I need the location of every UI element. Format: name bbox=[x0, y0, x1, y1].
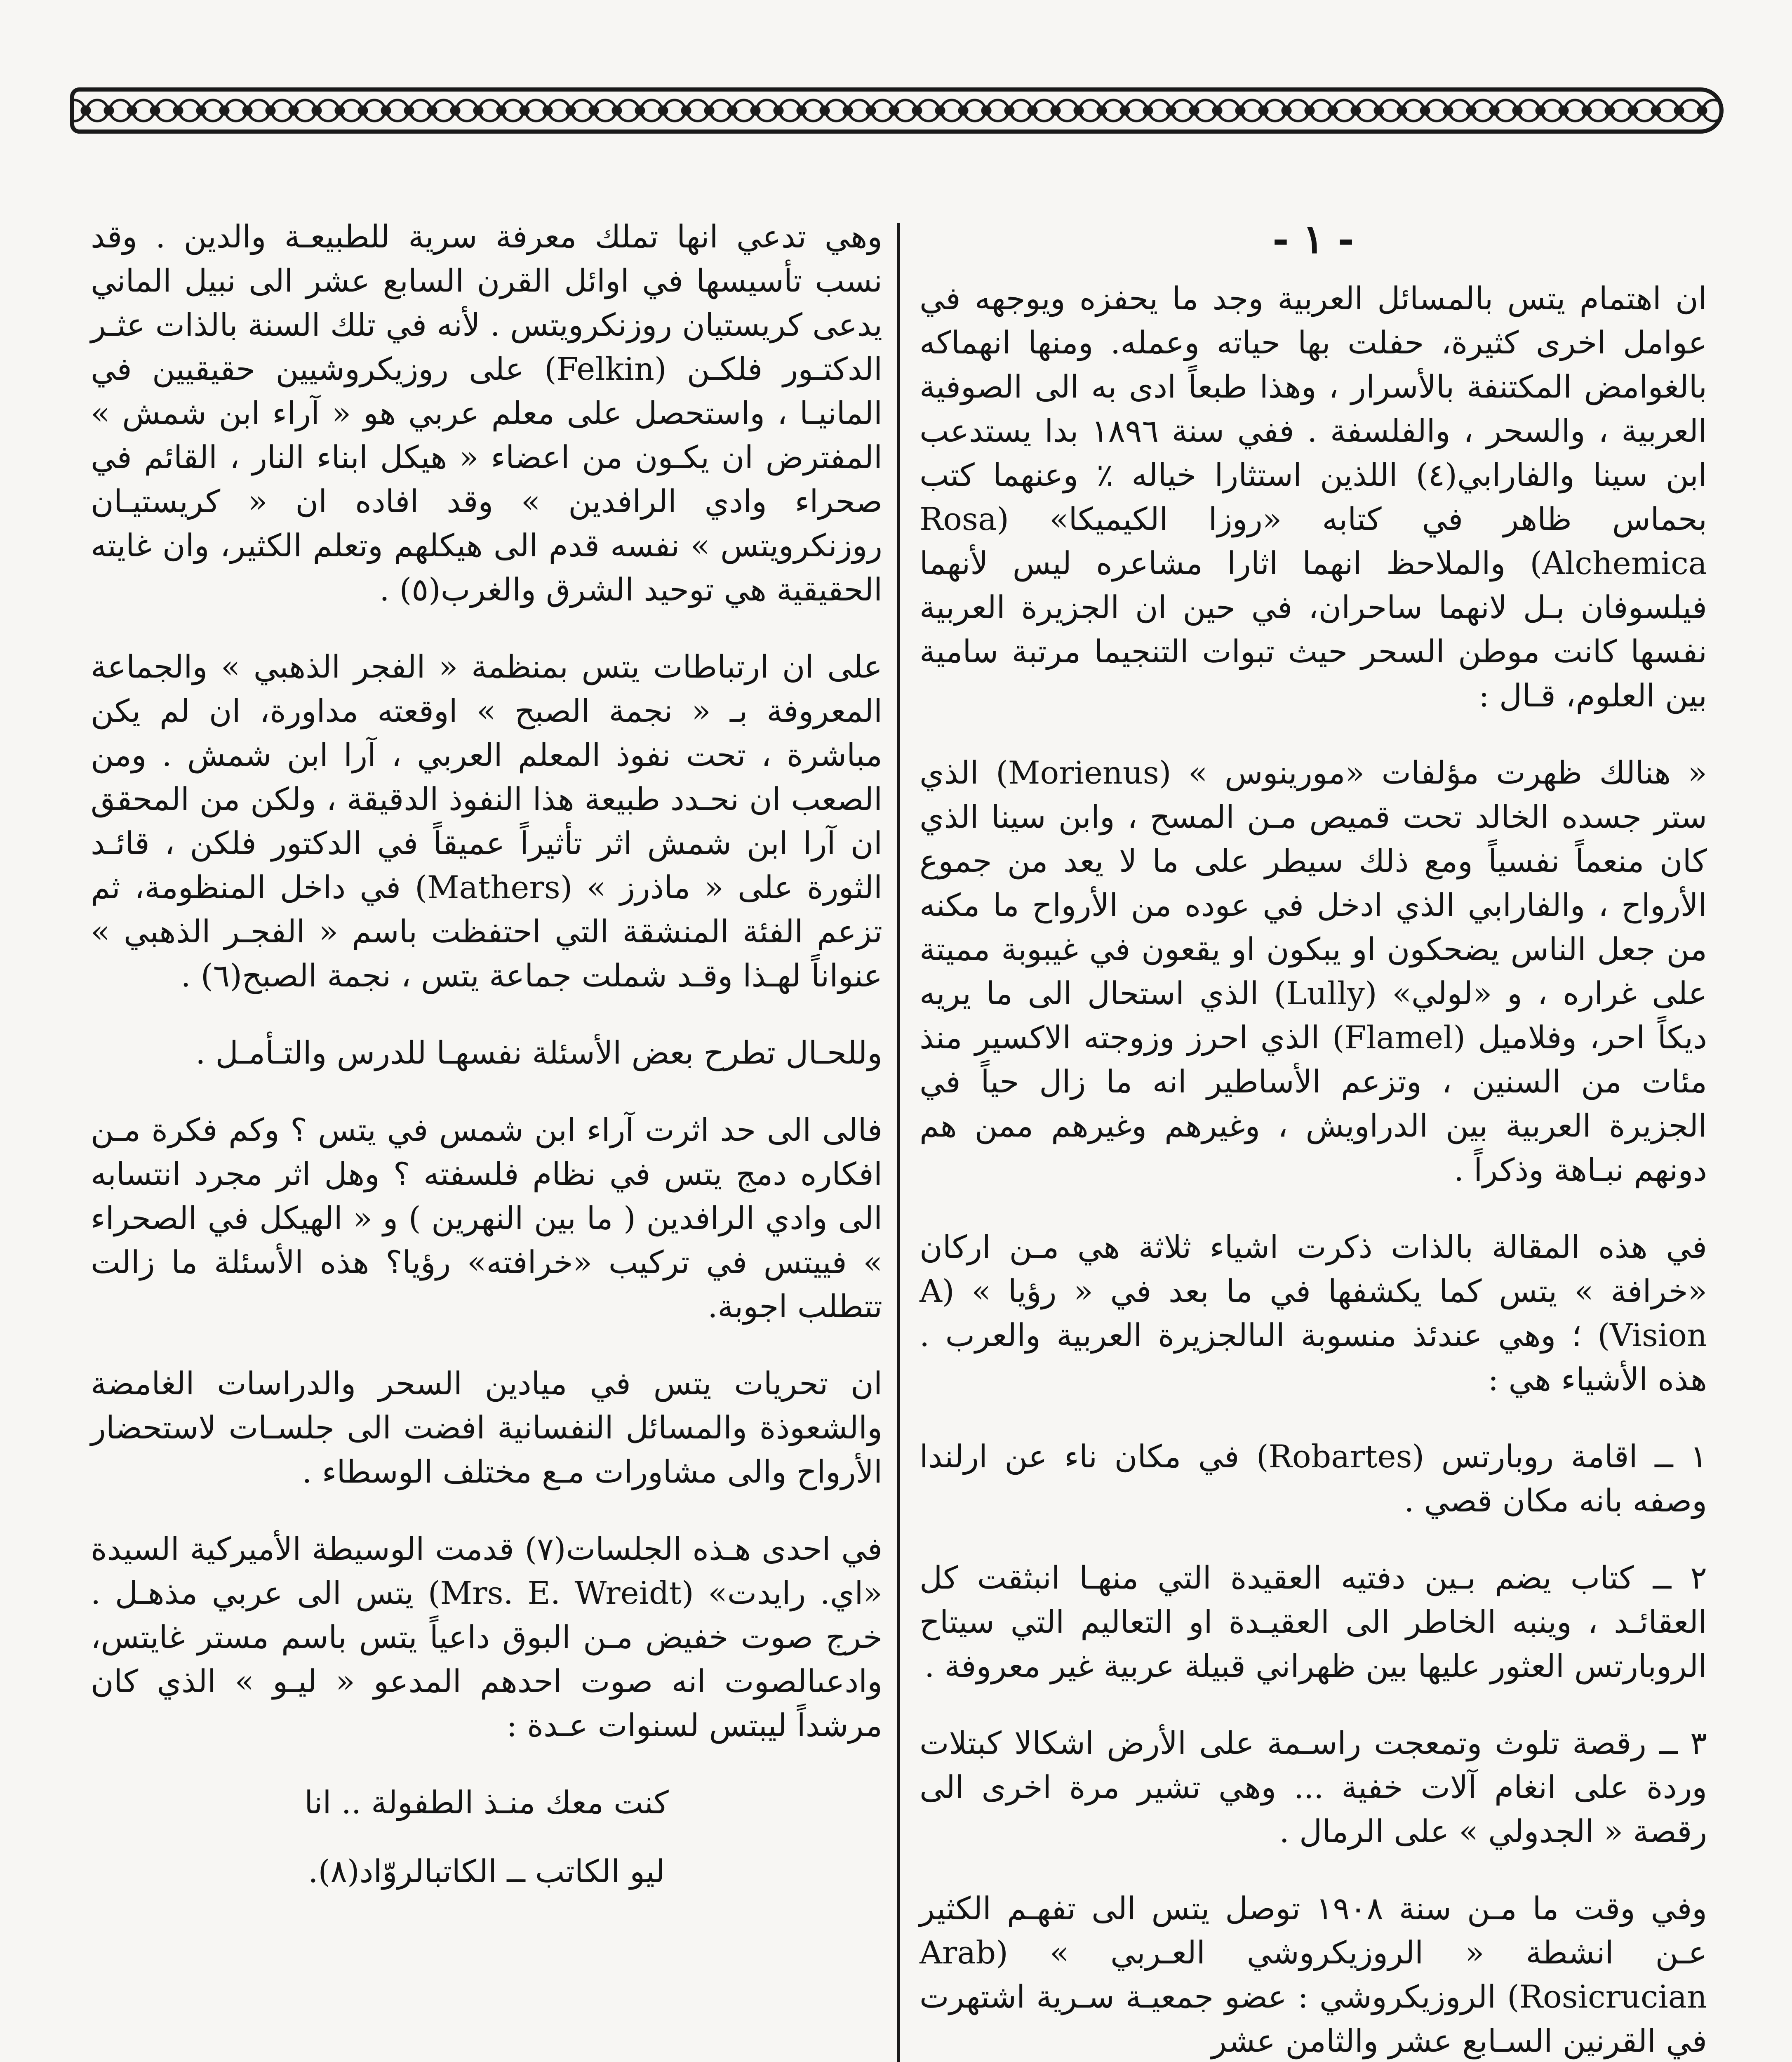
paragraph: في هذه المقالة بالذات ذكرت اشياء ثلاثة هي مـن اركان «خرافة » يتس كما يكشفها في ما بعد في « رؤيا » (A Vision) ؛ وهي عندئذ منسوبة الىالجزيرة العربية والعرب . هذه الأشياء هي : bbox=[920, 1229, 1707, 1398]
quote-line: ليو الكاتب ــ الكاتبالروّاد(٨). bbox=[308, 1853, 665, 1890]
list-item: ٣ ــ رقصة تلوث وتمعجت راسـمة على الأرض اشكالا كبتلات وردة على انغام آلات خفية ... وهي تشير مرة اخرى الى رقصة « الجدولي » على الرمال . bbox=[920, 1725, 1707, 1850]
paragraph: على ان ارتباطات يتس بمنظمة « الفجر الذهبي » والجماعة المعروفة بـ « نجمة الصبح » اوقعته مداورة، ان لم يكن مباشرة ، تحت نفوذ المعلم العربي ، آرا ابن شمش . ومن الصعب ان نحـدد طبيعة هذا النفوذ الدقيقة ، ولكن من المحقق ان آرا ابن شمش اثر تأثيراً عميقاً في الدكتور فلكن ، قائـد الثورة على « ماذرز » (Mathers) في داخل المنظومة، ثم تزعم الفئة المنشقة التي احتفظت باسم « الفجـر الذهبي » عنواناً لهـذا وقـد شملت جماعة يتس ، نجمة الصبح(٦) . bbox=[91, 648, 882, 994]
list-item: ١ ــ اقامة روبارتس (Robartes) في مكان ناء عن ارلندا وصفه بانه مكان قصي . bbox=[920, 1438, 1707, 1519]
top-ornamental-border bbox=[70, 87, 1724, 134]
paragraph: فالى الى حد اثرت آراء ابن شمس في يتس ؟ وكم فكرة مـن افكاره دمج يتس في نظام فلسفته ؟ وهل اثر مجرد انتسابه الى وادي الرافدين ( ما بين النهرين ) و « الهيكل في الصحراء » فييتس في تركيب «خرافته» رؤيا؟ هذه الأسئلة ما زالت تتطلب اجوبة. bbox=[91, 1111, 882, 1325]
list-item: ٢ ــ كتاب يضم بـين دفتيه العقيدة التي منهـا انبثقت كل العقائـد ، وينبه الخاطر الى العقيـدة او التعاليم التي سيتاح الروبارتس العثور عليها بين ظهراني قبيلة عربية غير معروفة . bbox=[920, 1559, 1707, 1684]
paragraph: ان اهتمام يتس بالمسائل العربية وجد ما يحفزه ويوجهه في عوامل اخرى كثيرة، حفلت بها حياته وعمله. ومنها انهماكه بالغوامض المكتنفة بالأسرار ، وهذا طبعاً ادى به الى الصوفية العربية ، والسحر ، والفلسفة . ففي سنة ١٨٩٦ بدا يستدعب ابن سينا والفارابي(٤) اللذين استثارا خياله ٪ وعنهما كتب بحماس ظاهر في كتابه «روزا الكيميكا» (Rosa Alchemica) والملاحظ انهما اثارا مشاعره ليس لأنهما فيلسوفان بـل لانهما ساحران، في حين ان الجزيرة العربية نفسها كانت موطن السحر حيث تبوات التنجيما مرتبة سامية بين العلوم، قـال : bbox=[920, 280, 1707, 714]
paragraph: « هنالك ظهرت مؤلفات «مورينوس » (Morienus) الذي ستر جسده الخالد تحت قميص مـن المسح ، وابن سينا الذي كان منعماً نفسياً ومع ذلك سيطر على ما لا يعد من جموع الأرواح ، والفارابي الذي ادخل في عوده من الأرواح ما مكنه من جعل الناس يضحكون او يبكون او يقعون في غيبوبة مميتة على غراره ، و «لولي» (Lully) الذي استحال الى ما يريه ديكاً احر، وفلاميل (Flamel) الذي احرز وزوجته الاكسير منذ مئات من السنين ، وتزعم الأساطير انه ما زال حياً في الجزيرة العربية بين الدراويش ، وغيرهم وغيرهم ممن هم دونهم نبـاهة وذكراً . bbox=[920, 754, 1707, 1188]
paragraph: في احدى هـذه الجلسات(٧) قدمت الوسيطة الأميركية السيدة «اي. رايدت» (Mrs. E. Wreidt) يتس الى عربي مذهـل . خرج صوت خفيض مـن البوق داعياً يتس باسم مستر غايتس، وادعىالصوت انه صوت احدهم المدعو « ليـو » الذي كان مرشداً ليبتس لسنوات عـدة : bbox=[91, 1530, 882, 1744]
left-column bbox=[91, 214, 882, 1918]
quote-line: كنت معك منـذ الطفولة .. انا bbox=[304, 1784, 669, 1821]
column-divider bbox=[897, 223, 900, 2062]
paragraph: وفي وقت ما مـن سنة ١٩٠٨ توصل يتس الى تفهـم الكثير عـن انشطة « الروزيكروشي العـربي » (Arab Rosicrucian) الروزيكروشي : عضو جمعيـة سـرية اشتهرت في القرنين السـابع عشر والثامن عشر bbox=[920, 1890, 1707, 2059]
right-column bbox=[920, 214, 1707, 2062]
paragraph: ان تحريات يتس في ميادين السحر والدراسات الغامضة والشعوذة والمسائل النفسانية افضت الى جلسـات لاستحضار الأرواح والى مشاورات مـع مختلف الوسطاء . bbox=[91, 1365, 882, 1490]
section-number: - ١ - bbox=[1272, 216, 1355, 262]
paragraph: وللحـال تطرح بعض الأسئلة نفسهـا للدرس والتـأمـل . bbox=[195, 1034, 882, 1071]
paragraph: وهي تدعي انها تملك معرفة سرية للطبيعـة والدين . وقد نسب تأسيسها في اوائل القرن السابع عشر الى نبيل الماني يدعى كريستيان روزنكرويتس . لأنه في تلك السنة بالذات عثـر الدكتـور فلكـن (Felkin) على روزيكروشيين حقيقيين في المانيـا ، واستحصل على معلم عربي هو « آراء ابن شمش » المفترض ان يكـون من اعضاء « هيكل ابناء النار ، القائم في صحراء وادي الرافدين » وقد افاده ان « كريستيـان روزنكرويتس » نفسه قدم الى هيكلهم وتعلم الكثير، وان غايته الحقيقية هي توحيد الشرق والغرب(٥) . bbox=[91, 218, 882, 608]
